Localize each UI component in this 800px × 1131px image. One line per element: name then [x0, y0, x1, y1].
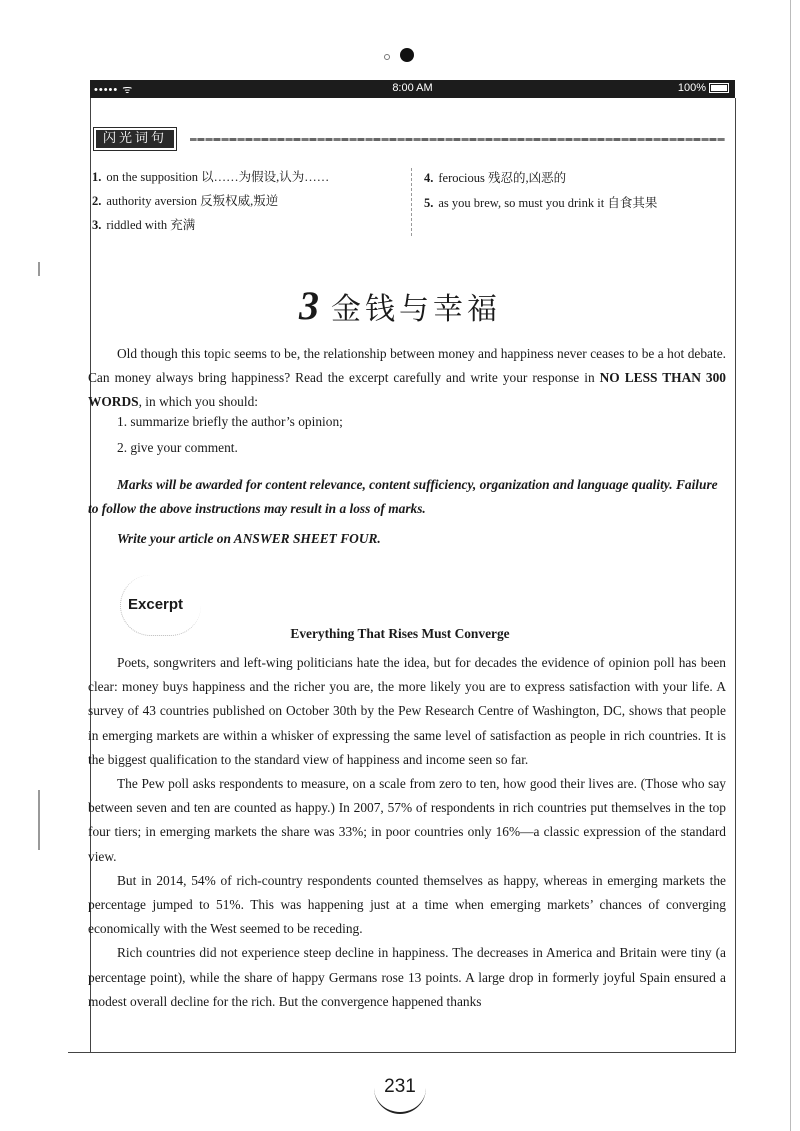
phrase-divider [411, 168, 412, 236]
section-tag: 闪光词句 [94, 128, 176, 150]
margin-mark [38, 790, 40, 850]
page-edge [790, 0, 791, 1131]
phrase-item: 3. riddled with 充满 [92, 218, 196, 232]
excerpt-paragraph: Rich countries did not experience steep decline in happiness. The decreases in America and Britain were tiny (a percentage point), while the share of happy Germans rose 13 points. A large drop in formerly joyful Spain ensured a modest overall decline for the rich. But the convergence happened thanks [88, 945, 726, 1009]
battery-indicator: 100% [678, 82, 729, 94]
margin-mark [38, 262, 40, 276]
instruction-item: 2. give your comment. [117, 440, 238, 455]
phrase-item: 2. authority aversion 反叛权威,叛逆 [92, 194, 279, 208]
page-title [0, 282, 800, 329]
title-text: 金钱与幸福 [331, 292, 501, 327]
excerpt-paragraph: The Pew poll asks respondents to measure, on a scale from zero to ten, how good their lives are. (Those who say between seven and ten are counted as happy.) In 2007, 57% of respondents in rich countries put themselves in the top four tiers; in emerging markets the share was 33%; in poor countries only 16%—a classic expression of the standard view. [88, 776, 726, 864]
phrase-item: 4. ferocious 残忍的,凶恶的 [424, 171, 567, 185]
instruction-item: 1. summarize briefly the author’s opinion; [117, 414, 343, 429]
clock: 8:00 AM [392, 82, 433, 94]
excerpt-label: Excerpt [128, 596, 184, 613]
answer-note: Write your article on ANSWER SHEET FOUR. [117, 531, 381, 546]
phrase-item: 1. on the supposition 以……为假设,认为…… [92, 170, 330, 184]
page-number: 231 [384, 1076, 416, 1097]
frame-bottom [68, 1052, 735, 1053]
excerpt-body [88, 651, 726, 1014]
status-bar [90, 80, 735, 98]
excerpt-paragraph: But in 2014, 54% of rich-country respondents counted themselves as happy, whereas in emerging markets the percentage jumped to 51%. This was happening just at a time when emerging markets’ chances of converging economically with the West seemed to be receding. [88, 872, 726, 937]
camera-indicator [384, 54, 390, 60]
intro-paragraph: Old though this topic seems to be, the relationship between money and happiness never ceases to be a hot debate. Can money always bring happiness? Read the excerpt carefully and write your response in NO LESS THAN 300 WORDS, in which you should: [88, 346, 726, 410]
marks-note: Marks will be awarded for content relevance, content sufficiency, organization and language quality. Failure to follow the above instructions may result in a loss of marks. [88, 477, 718, 517]
excerpt-paragraph: Poets, songwriters and left-wing politicians hate the idea, but for decades the evidence of opinion poll has been clear: money buys happiness and the richer you are, the more likely you are to express satisfaction with your life. A survey of 43 countries published on October 30th by the Pew Research Centre of Washington, DC, shows that people in emerging markets are within a whisker of expressing the same level of satisfaction as people in rich countries. It is the biggest qualification to the standard view of happiness and income seen so far. [88, 655, 726, 767]
front-camera [400, 48, 414, 62]
signal-indicator: ••••• ᯤ [94, 84, 134, 96]
section-rule [190, 138, 725, 141]
frame-right [735, 98, 736, 1053]
battery-icon [709, 83, 729, 93]
excerpt-title: Everything That Rises Must Converge [290, 626, 510, 641]
title-number: 3 [299, 283, 319, 328]
phrase-item: 5. as you brew, so must you drink it 自食其果 [424, 196, 658, 210]
